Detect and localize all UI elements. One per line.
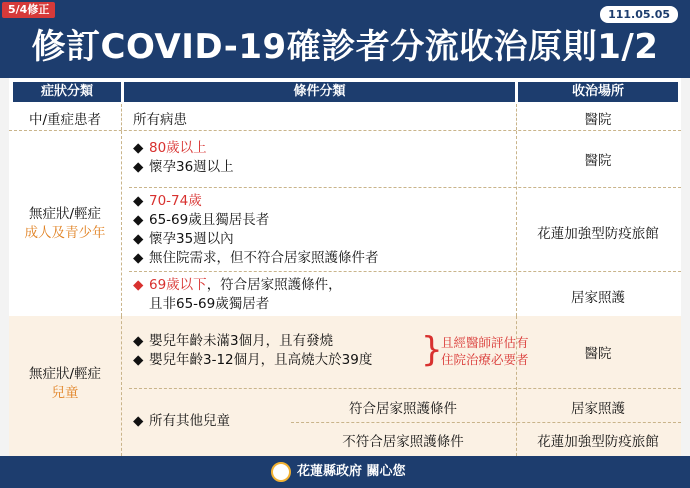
- bullet-icon: ◆: [133, 352, 144, 368]
- list-item: ◆ 65-69歲且獨居長者: [133, 212, 270, 228]
- adult-symptom: [9, 205, 121, 243]
- child-group2-sub1: 符合居家照護條件: [349, 401, 457, 417]
- bullet-icon: ◆: [133, 231, 144, 247]
- date-badge: 111.05.05: [600, 6, 678, 23]
- header-condition: 條件分類: [124, 82, 515, 102]
- child-group1-conditions: [133, 332, 372, 370]
- triage-table: [9, 78, 681, 456]
- list-item-continuation: 且非65-69歲獨居者: [149, 296, 270, 312]
- divider: [121, 316, 122, 456]
- header-placement: 收治場所: [518, 82, 678, 102]
- list-item: ◆ 懷孕35週以內: [133, 231, 234, 247]
- adult-symptom-line1: 無症狀/輕症: [28, 206, 102, 222]
- divider: [121, 131, 122, 316]
- child-group2-sub2: 不符合居家照護條件: [342, 434, 464, 450]
- list-item: ◆ 所有其他兒童: [133, 413, 230, 429]
- row-severe: [9, 104, 681, 130]
- bullet-icon: ◆: [133, 413, 144, 429]
- bullet-icon: ◆: [133, 193, 144, 209]
- adult-symptom-line2: 成人及青少年: [24, 225, 106, 241]
- list-item: ◆ 80歲以上: [133, 140, 207, 156]
- severe-placement: 醫院: [584, 112, 612, 128]
- header-band: [0, 0, 690, 78]
- divider: [291, 422, 681, 423]
- severe-condition: 所有病患: [133, 112, 187, 128]
- list-item: ◆ 嬰兒年齡未滿3個月，且有發燒: [133, 333, 334, 349]
- bullet-icon: ◆: [133, 212, 144, 228]
- child-block: [9, 316, 681, 456]
- adult-group3-placement: 居家照護: [571, 290, 625, 306]
- child-group2-sub1-placement: 居家照護: [571, 401, 625, 417]
- list-item: ◆ 嬰兒年齡3-12個月，且高燒大於39度: [133, 352, 373, 368]
- divider: [121, 104, 122, 130]
- adult-block: [9, 131, 681, 316]
- bullet-icon: ◆: [133, 277, 144, 293]
- divider: [129, 271, 681, 272]
- bullet-icon: ◆: [133, 159, 144, 175]
- child-group1-note: 且經醫師評估有 住院治療必要者: [441, 335, 529, 367]
- footer-band: [0, 456, 690, 488]
- divider: [516, 131, 517, 316]
- adult-group1-placement: 醫院: [584, 153, 612, 169]
- footer-text: 花蓮縣政府 關心您: [297, 464, 406, 479]
- list-item: ◆ 無住院需求，但不符合居家照護條件者: [133, 250, 379, 266]
- header-symptom: 症狀分類: [13, 82, 121, 102]
- adult-group3-conditions: [133, 276, 342, 314]
- brace-icon: }: [421, 330, 443, 370]
- divider: [129, 388, 681, 389]
- child-group1-placement: 醫院: [584, 346, 612, 362]
- child-symptom-line1: 無症狀/輕症: [28, 366, 102, 382]
- list-item: ◆ 懷孕36週以上: [133, 159, 234, 175]
- child-group2-condition: [133, 412, 230, 431]
- adult-group2-conditions: [133, 192, 379, 268]
- child-group2-sub2-placement: 花蓮加強型防疫旅館: [537, 434, 659, 450]
- bullet-icon: ◆: [133, 333, 144, 349]
- county-logo-icon: [271, 462, 291, 482]
- child-symptom-line2: 兒童: [51, 385, 79, 401]
- bullet-icon: ◆: [133, 250, 144, 266]
- adult-group2-placement: 花蓮加強型防疫旅館: [537, 226, 659, 242]
- bullet-icon: ◆: [133, 140, 144, 156]
- divider: [129, 187, 681, 188]
- divider: [516, 104, 517, 130]
- child-symptom: [9, 365, 121, 403]
- list-item: ◆ 69歲以下，符合居家照護條件，: [133, 277, 342, 293]
- page-title: 修訂COVID-19確診者分流收治原則1/2: [31, 27, 659, 67]
- adult-group1-conditions: [133, 139, 234, 177]
- revision-badge: 5/4修正: [2, 2, 55, 18]
- severe-symptom: 中/重症患者: [28, 112, 102, 128]
- list-item: ◆ 70-74歲: [133, 193, 202, 209]
